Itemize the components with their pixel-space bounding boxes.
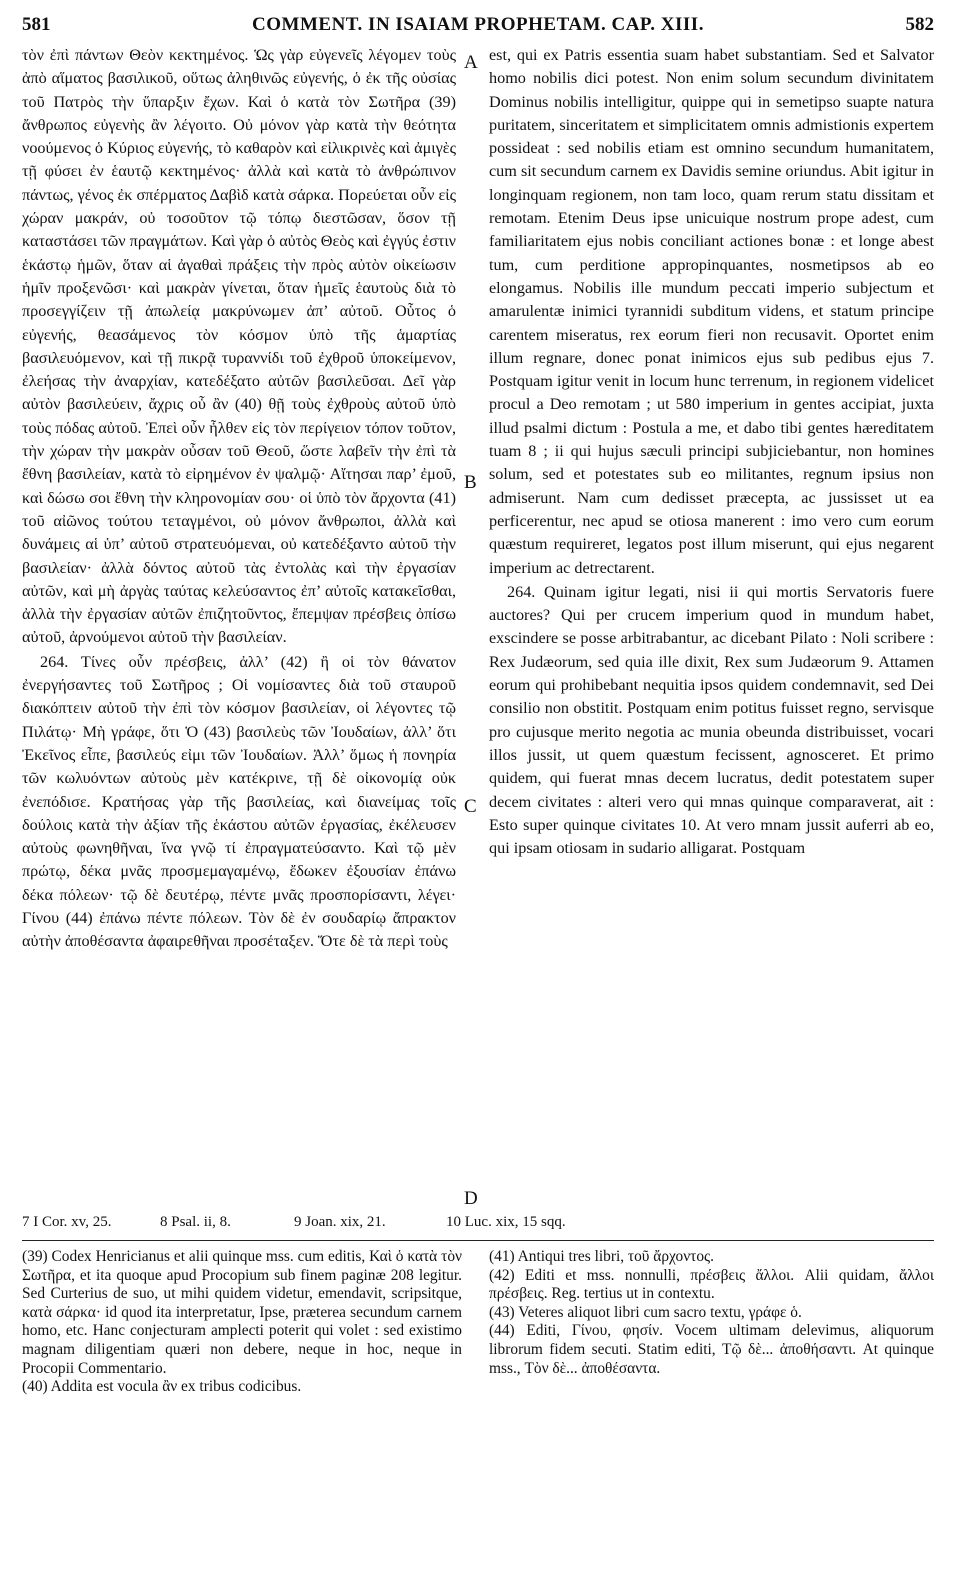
greek-paragraph-264: 264. Τίνες οὖν πρέσβεις, ἀλλ’ (42) ἢ οἱ τὸν θάνατον ἐνεργήσαντες τοῦ Σωτῆρος ; Οἱ νομίσαντες διὰ τοῦ σταυροῦ διακόπτειν αὐτοῦ τὴν ἐπὶ τὸν κόσμον βασιλείαν, οἱ λέγοντες τῷ Πιλάτῳ· Μὴ γράφε, ὅτι Ὁ (43) βασιλεὺς τῶν Ἰουδαίων, ἀλλ’ ὅτι Ἐκεῖνος εἶπε, βασιλεύς εἰμι τῶν Ἰουδαίων. Ἀλλ’ ὅμως ἡ πονηρία τῶν κωλυόντων αὐτοὺς μὲν κατέκρινε, τῇ δὲ οἰκονομίᾳ οὐκ ἐνεπόδισε. Κρατήσας γὰρ τῆς βασιλείας, καὶ διανείμας τοῖς δούλοις κατὰ τὴν ἀξίαν τῆς ἑκάστου αὐτῶν ἐργασίας, ἐκέλευσεν αὐτοὺς φωνηθῆναι, ἵνα γνῷ τί ἐπραγματεύσαντο. Καὶ τῷ μὲν πρώτῳ, δέκα μνᾶς προσμεμαγαμένῳ, ἔδωκεν ἐξουσίαν ἐπάνω δέκα πόλεων· τῷ δὲ δευτέρῳ, πέντε μνᾶς προσπορίσαντι, λέγει· Γίνου (44) ἐπάνω πέντε πόλεων. Τὸν δὲ ἐν σουδαρίῳ ἄπρακτον αὐτὴν ἀποθέσαντα ἀφαιρεθῆναι προσέταξεν. Ὅτε δὲ τὰ περὶ τοὺς bbox=[22, 652, 456, 951]
footnote-40: (40) Addita est vocula ἂν ex tribus codicibus. bbox=[22, 1378, 302, 1396]
footnotes-left bbox=[22, 1248, 462, 1397]
footnote-39: (39) Codex Henricianus et alii quinque mss. cum editis, Καὶ ὁ κατὰ τὸν Σωτῆρα, et ita quoque apud Procopium sub finem paginæ 208 legitur. Sed Curterius de suo, ut mihi quidem videtur, emendavit, scripsitque, κατὰ σάρκα· id quod ita interpretatur, Ipse, præterea secundum carnem homo, etc. Hanc conjecturam amplecti poterit qui volet : sed existimo magnam diligentiam quæri non debere, neque in hoc, neque in Procopii Commentario. bbox=[22, 1248, 462, 1377]
scripture-ref: 10 Luc. xix, 15 sqq. bbox=[446, 1214, 566, 1230]
footnote-43: (43) Veteres aliquot libri cum sacro textu, γράφε ὁ. bbox=[489, 1303, 802, 1321]
greek-paragraph-1: τὸν ἐπὶ πάντων Θεὸν κεκτημένος. Ὡς γὰρ εὐγενεῖς λέγομεν τοὺς ἀπὸ αἵματος βασιλικοῦ, οὕτως ἀληθινῶς εὐγενής, ὁ ἐκ τῆς οὐσίας τοῦ Πατρὸς τὴν ὕπαρξιν ἔχων. Καὶ ὁ κατὰ τὸν Σωτῆρα (39) ἄνθρωπος εὐγενὴς ἂν λέγοιτο. Οὐ μόνον γὰρ κατὰ τὴν θεότητα νοούμενος ὁ Κύριος εὐγενής, τὸ καθαρὸν καὶ εἰλικρινὲς καὶ ἀμιγὲς τῇ φύσει ἐν ἑαυτῷ κεκτημένος· ἀλλὰ καὶ κατὰ τὸ ἀνθρώπινον πάντως, γένος ἐκ σπέρματος Δαβὶδ κατὰ σάρκα. Πορεύεται οὖν εἰς χώραν μακράν, οὐ τοσοῦτον τῷ τόπῳ διεστῶσαν, ὅσον τῇ καταστάσει τῶν πραγμάτων. Καὶ γὰρ ὁ αὐτὸς Θεὸς καὶ ἐγγύς ἐστιν ἑκάστῳ ἡμῶν, ὅταν αἱ ἀγαθαὶ πράξεις τὴν πρὸς αὐτὸν οἰκείωσιν ἡμῖν προξενῶσι· καὶ μακρὰν γίνεται, ὅταν ἡμεῖς ἑαυτοὺς διὰ τὸ προσεγγίζειν τῇ ἀπωλείᾳ μακρύνωμεν ἀπ’ αὐτοῦ. Οὗτος ὁ εὐγενής, θεασάμενος τὸν κόσμον ὑπὸ τῆς ἁμαρτίας βασιλευόμενον, καὶ τῇ πικρᾷ τυραννίδι τοῦ ἐχθροῦ ὑποκείμενον, ἐλεήσας τὴν ἀναρχίαν, κατεδέξατο αὐτῶν βασιλεῦσαι. Δεῖ γὰρ αὐτὸν βασιλεύειν, ἄχρις οὗ ἂν (40) θῇ τοὺς ἐχθροὺς αὐτοῦ ὑπὸ τοὺς πόδας αὐτοῦ. Ἐπεὶ οὖν ἦλθεν εἰς τὸν περίγειον τόπον τοῦτον, τὴν χώραν τὴν μακρὰν οὖσαν τοῦ Θεοῦ, ὥστε λαβεῖν τὴν ἐπὶ τὰ ἔθνη βασιλείαν, κατὰ τὸ εἰρημένον ἐν ψαλμῷ· Αἴτησαι παρ’ ἐμοῦ, καὶ δώσω σοι ἔθνη τὴν κληρονομίαν σου· οἱ ὑπὸ τὸν ἄρχοντα (41) τοῦ αἰῶνος τούτου τεταγμένοι, οὐ μόνον ἄνθρωποι, ἀλλὰ καὶ δυνάμεις αἱ ὑπ’ αὐτοῦ στρατευόμεναι, οὐ κατεδέξαντο αὐτοῦ τὴν βασιλείαν· ἀλλὰ δόντος αὐτοῦ τὰς ἐντολὰς καὶ τὴν ἐργασίαν αὐτῶν, καὶ μὴ ἀργὰς ταύτας κελεύσαντος ἐπ’ αὐτοῖς κατακεῖσθαι, ἀλλὰ τὴν ἐργασίαν αὐτῶν ἐπιζητοῦντος, ἔπεμψαν πρέσβεις ὀπίσω αὐτοῦ, ἀρνούμενοι αὐτοῦ τὴν βασιλείαν. bbox=[22, 46, 457, 647]
running-title: COMMENT. IN ISAIAM PROPHETAM. CAP. XIII. bbox=[252, 14, 704, 35]
greek-column bbox=[22, 44, 456, 954]
margin-marker-d: D bbox=[464, 1188, 478, 1209]
scripture-ref: 8 Psal. ii, 8. bbox=[160, 1214, 231, 1230]
footnotes-right bbox=[489, 1248, 934, 1378]
latin-column bbox=[489, 44, 934, 860]
margin-marker-c: C bbox=[464, 796, 477, 817]
footnote-41: (41) Antiqui tres libri, τοῦ ἄρχοντος. bbox=[489, 1248, 714, 1265]
footnote-divider bbox=[22, 1240, 934, 1241]
margin-markers bbox=[460, 44, 486, 1209]
footnote-42: (42) Editi et mss. nonnulli, πρέσβεις ἄλλοι. Alii quidam, ἄλλοι πρέσβεις. Reg. tertius ut in contextu. bbox=[489, 1266, 934, 1303]
margin-marker-b: B bbox=[464, 472, 477, 493]
margin-marker-a: A bbox=[464, 52, 478, 73]
scripture-ref: 7 I Cor. xv, 25. bbox=[22, 1214, 112, 1230]
page-header bbox=[22, 8, 934, 38]
footnote-44: (44) Editi, Γίνου, φησίν. Vocem ultimam delevimus, aliquorum librorum fidem secuti. Statim editi, Τῷ δὲ... ἀποθήσαντι. At quinque mss., Τὸν δὲ... ἀποθέσαντα. bbox=[489, 1322, 934, 1377]
latin-paragraph-264: 264. Quinam igitur legati, nisi ii qui mortis Servatoris fuere auctores? Qui per crucem imperium quod in mundum habet, exscindere se posse arbitrabantur, ac dicebant Pilato : Noli scribere : Rex Judæorum, sed quia ille dixit, Rex sum Judæorum 9. Attamen eorum qui prohibebant nequitia ipsos quidem condemnavit, sed Dei consilio non obstitit. Postquam enim potitus fuisset regno, servisque pro cujusque merito negotia ac munia obeunda distribuisset, vocari illos jussit, ut quem quæstum fecissent, agnosceret. Et primo quidem, qui fuerat mnas decem lucratus, dedit potestatem super decem civitates : alteri vero qui mnas quinque comparaverat, ait : Esto super quinque civitates 10. At vero mnam jussit auferri ab eo, qui ipsam otiosam in sudario alligarat. Postquam bbox=[489, 582, 934, 858]
page-number-right: 582 bbox=[905, 14, 934, 35]
page-number-left: 581 bbox=[22, 14, 51, 35]
scripture-ref: 9 Joan. xix, 21. bbox=[294, 1214, 386, 1230]
latin-paragraph-1: est, qui ex Patris essentia suam habet substantiam. Sed et Salvator homo nobilis dici potest. Non enim solum secundum divinitatem Dominus nobilis intelligitur, quippe qui in semetipso suapte natura puritatem, sinceritatem et simplicitatem omnis admistionis expertem possideat : sed nobilis etiam est omnino secundum humanitatem, cum sit secundum carnem ex Davidis semine oriundus. Abit igitur in longinquam regionem, non tam loco, quam rerum statu dissitam et remotam. Etenim Deus ipse unicuique nostrum prope adest, cum familiaritatem ejus nobis conciliant actiones bonæ : et longe abest tum, cum perditione appropinquantes, nosmetipsos ab eo elongamus. Nobilis ille mundum peccati imperio subjectum et amarulentæ inimici tyrannidi subditum videns, et statum principe carentem miseratus, rex eorum fieri non recusavit. Oportet enim illum regnare, donec ponat inimicos ejus sub pedibus ejus 7. Postquam igitur venit in locum hunc terrenum, in regionem videlicet procul a Deo remotam ; ut 580 imperium in gentes accipiat, juxta illud psalmi dictum : Postula a me, et dabo tibi gentes hæreditatem tuam 8 ; ii qui hujus sæculi principi subjiciebantur, non homines solum, sed et potestates sub eo militantes, regnum ipsius non admiserunt. Nam cum dedisset præcepta, ac jussisset ut ea perficerentur, nec apud se otiosa manerent : imo vero cum eorum quæstum requireret, legatos post illum miserunt, qui ejus negarent imperium ac detrectarent. bbox=[489, 46, 934, 577]
